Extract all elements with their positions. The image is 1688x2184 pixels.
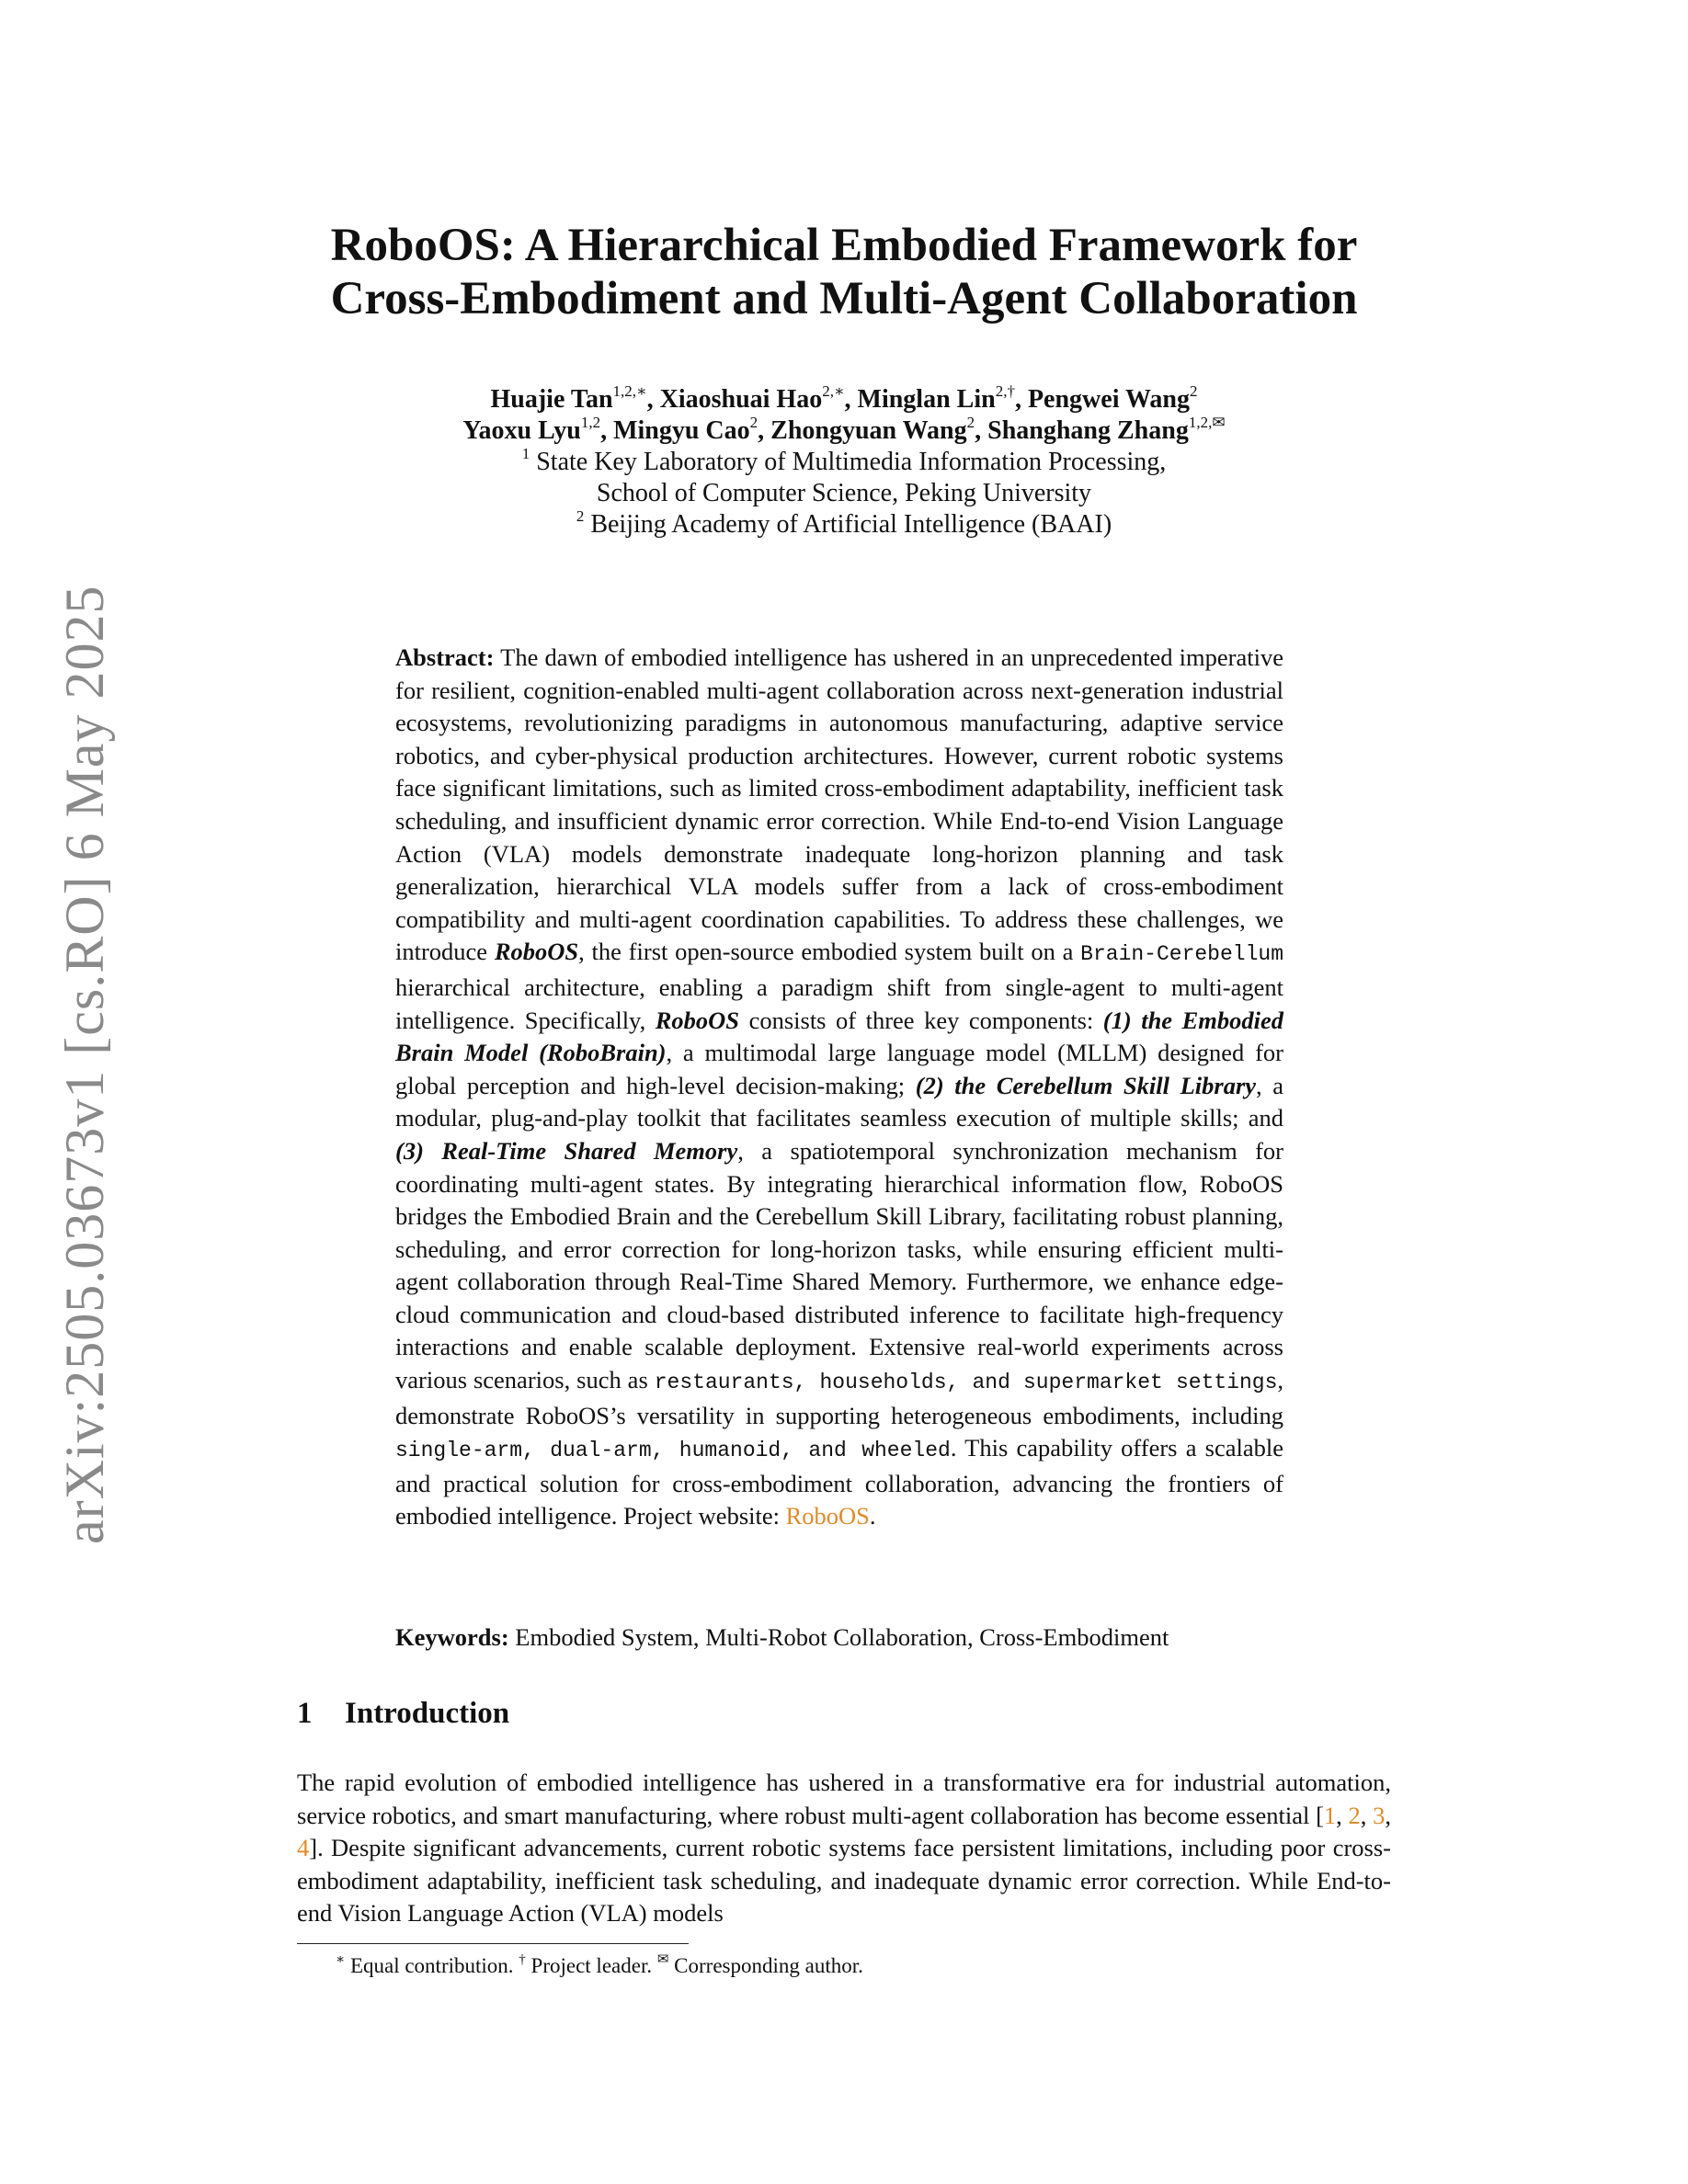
- author-line-2: Yaoxu Lyu$^{1,2}$, Mingyu Cao$^2$, Zhongyuan Wang$^2$, Shanghang Zhang$^{1,2,✉}$: [462, 414, 1226, 445]
- title-line-1: RoboOS: A Hierarchical Embodied Framework for: [330, 220, 1358, 271]
- author-name: Pengwei Wang: [1027, 385, 1191, 414]
- author-affiliation-mark: 1,2: [580, 414, 601, 431]
- author-name: Mingyu Cao: [613, 416, 750, 445]
- citation-link[interactable]: 2: [1348, 1801, 1361, 1829]
- inline-code: restaurants, households, and supermarket settings: [654, 1371, 1278, 1395]
- affiliation-1: $^1$ State Key Laboratory of Multimedia Information Processing,: [521, 445, 1167, 476]
- author-name: Minglan Lin: [857, 385, 996, 414]
- keywords-text: Embodied System, Multi-Robot Collaboration, Cross-Embodiment: [515, 1623, 1169, 1651]
- author-block: [276, 384, 1412, 540]
- footnote: ∗ Equal contribution. † Project leader. ✉ Corresponding author.: [336, 1952, 863, 1977]
- author-affiliation-mark: 1,2,∗: [612, 382, 647, 400]
- footnote-rule: [297, 1943, 689, 1944]
- affiliation-1-line-2: School of Computer Science, Peking University: [596, 479, 1092, 507]
- citation-link[interactable]: 1: [1323, 1801, 1337, 1829]
- author-affiliation-mark: 2: [749, 414, 758, 431]
- inline-code: single-arm, dual-arm, humanoid, and wheeled: [395, 1439, 951, 1463]
- author-name: Zhongyuan Wang: [770, 416, 967, 445]
- author-name: Shanghang Zhang: [987, 416, 1189, 445]
- section-number: 1: [297, 1697, 313, 1730]
- author-affiliation-mark: 1,2,✉: [1188, 414, 1226, 431]
- inline-code: Brain-Cerebellum: [1080, 942, 1283, 967]
- author-line-1: Huajie Tan$^{1,2,∗}$, Xiaoshuai Hao$^{2,∗}$, Minglan Lin$^{2,\dagger}$, Pengwei Wang$^2$: [490, 382, 1198, 414]
- section-title: Introduction: [345, 1697, 510, 1730]
- paper-title: [276, 219, 1412, 325]
- introduction-paragraph: The rapid evolution of embodied intelligence has ushered in a transformative era for industrial automation, service robotics, and smart manufacturing, where robust multi-agent collaboration has become essential [1, 2, 3, 4]. Despite significant advancements, current robotic systems face persistent limitations, including poor cross-embodiment adaptability, inefficient task scheduling, and inadequate dynamic error correction. While End-to-end Vision Language Action (VLA) models: [297, 1769, 1392, 1928]
- author-name: Huajie Tan: [490, 385, 613, 414]
- abstract: Abstract: The dawn of embodied intelligence has ushered in an unprecedented imperative for resilient, cognition-enabled multi-agent collaboration across next-generation industrial ecosystems, revolutionizing paradigms in autonomous manufacturing, adaptive service robotics, and cyber-physical production architectures. However, current robotic systems face significant limitations, such as limited cross-embodiment adaptability, inefficient task scheduling, and insufficient dynamic error correction. While End-to-end Vision Language Action (VLA) models demonstrate inadequate long-horizon planning and task generalization, hierarchical VLA models suffer from a lack of cross-embodiment compatibility and multi-agent coordination capabilities. To address these challenges, we introduce RoboOS, the first open-source embodied system built on a Brain-Cerebellum hierarchical architecture, enabling a paradigm shift from single-agent to multi-agent intelligence. Specifically, RoboOS consists of three key components: (1) the Embodied Brain Model (RoboBrain), a multimodal large language model (MLLM) designed for global perception and high-level decision-making; (2) the Cerebellum Skill Library, a modular, plug-and-play toolkit that facilitates seamless execution of multiple skills; and (3) Real-Time Shared Memory, a spatiotemporal synchronization mechanism for coordinating multi-agent states. By integrating hierarchical information flow, RoboOS bridges the Embodied Brain and the Cerebellum Skill Library, facilitating robust planning, scheduling, and error correction for long-horizon tasks, while ensuring efficient multi-agent collaboration through Real-Time Shared Memory. Furthermore, we enhance edge-cloud communication and cloud-based distributed inference to facilitate high-frequency interactions and enable scalable deployment. Extensive real-world experiments across various scenarios, such as restaurants, households, and supermarket settings, demonstrate RoboOS’s versatility in supporting heterogeneous embodiments, including single-arm, dual-arm, humanoid, and wheeled. This capability offers a scalable and practical solution for cross-embodiment collaboration, advancing the frontiers of embodied intelligence. Project website: RoboOS.: [395, 643, 1284, 1530]
- author-affiliation-mark: 2: [1190, 382, 1198, 400]
- system-name: RoboOS: [494, 938, 579, 966]
- author-affiliation-mark: 2,∗: [822, 382, 845, 400]
- component-2: (2) the Cerebellum Skill Library: [915, 1071, 1257, 1099]
- component-1: (1) the Embodied Brain Model (RoboBrain): [395, 1006, 1283, 1067]
- project-website-link[interactable]: RoboOS: [785, 1502, 870, 1530]
- section-heading: [297, 1695, 509, 1732]
- keywords-label: Keywords:: [395, 1623, 509, 1651]
- author-affiliation-mark: 2,†: [995, 382, 1015, 400]
- abstract-label: Abstract:: [395, 643, 495, 671]
- citation-link[interactable]: 4: [297, 1834, 310, 1862]
- title-line-2: Cross-Embodiment and Multi-Agent Collaboration: [330, 273, 1358, 324]
- citation-link[interactable]: 3: [1373, 1801, 1386, 1829]
- keywords: [395, 1621, 1283, 1655]
- author-name: Xiaoshuai Hao: [659, 385, 823, 414]
- author-name: Yaoxu Lyu: [462, 416, 581, 445]
- affiliation-2: $^2$ Beijing Academy of Artificial Intelligence (BAAI): [576, 507, 1112, 539]
- system-name: RoboOS: [655, 1006, 740, 1034]
- component-3: (3) Real-Time Shared Memory: [395, 1136, 738, 1165]
- author-affiliation-mark: 2: [966, 414, 975, 431]
- arxiv-identifier: arXiv:2505.03673v1 [cs.RO] 6 May 2025: [54, 585, 115, 1544]
